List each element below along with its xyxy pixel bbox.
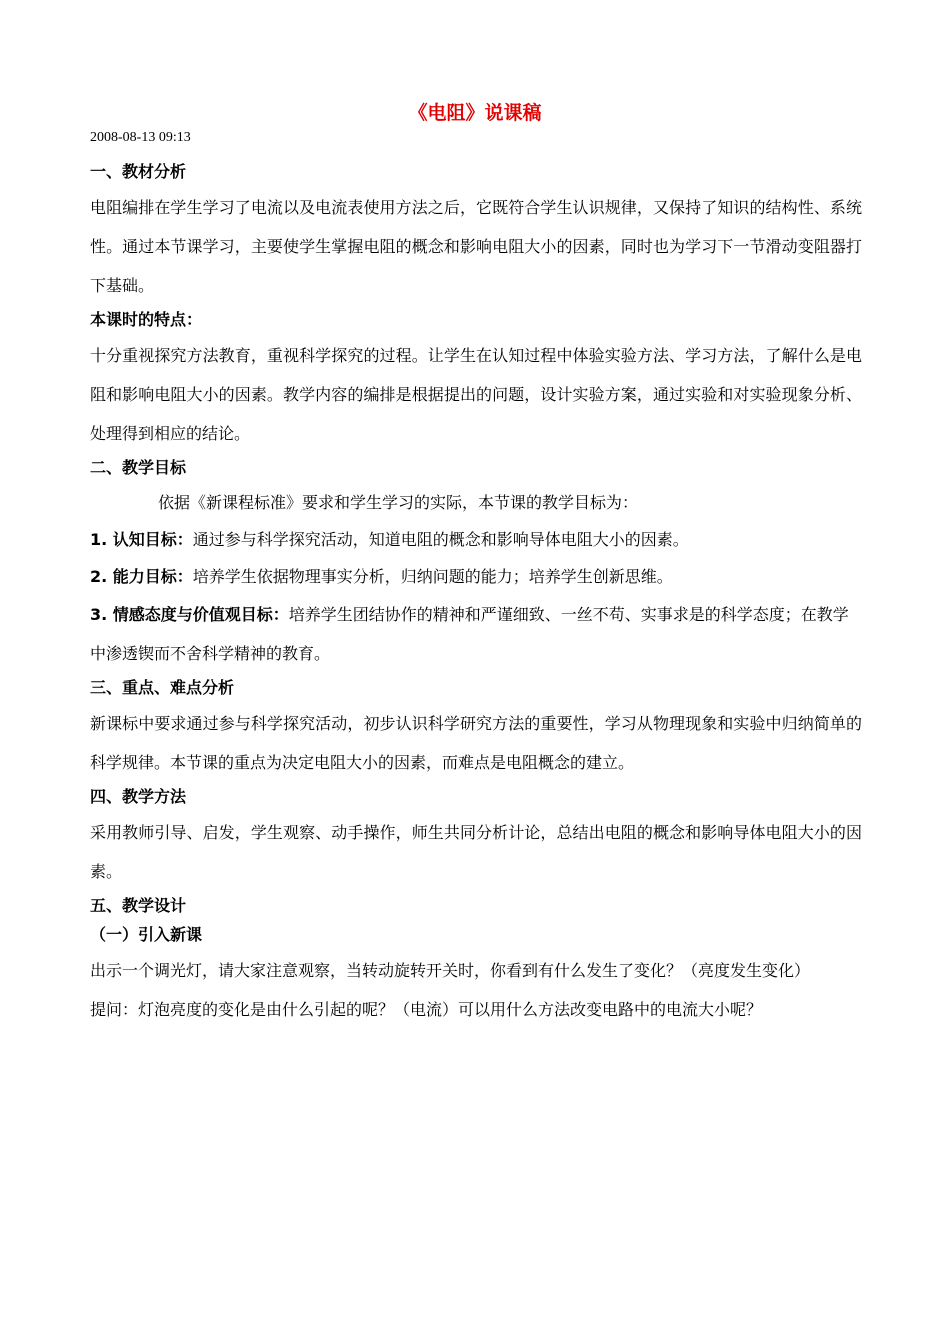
paragraph-intro-2: 提问：灯泡亮度的变化是由什么引起的呢？（电流）可以用什么方法改变电路中的电流大小呢？ <box>90 1000 763 1019</box>
goal-1-text: 通过参与科学探究活动，知道电阻的概念和影响导体电阻大小的因素。 <box>192 530 689 549</box>
paragraph-intro-1: 出示一个调光灯，请大家注意观察，当转动旋转开关时，你看到有什么发生了变化？（亮度发生变化） <box>90 961 811 980</box>
goal-3-text: 培养学生团结协作的精神和严谨细致、一丝不苟、实事求是的科学态度；在教学中渗透锲而不舍科学精神的教育。 <box>90 605 849 663</box>
subsection-heading-intro: （一）引入新课 <box>90 925 203 944</box>
goal-1-label: 1. 认知目标： <box>90 530 193 549</box>
section-heading-3: 三、重点、难点分析 <box>90 678 235 697</box>
goal-2-text: 培养学生依据物理事实分析，归纳问题的能力；培养学生创新思维。 <box>192 567 673 586</box>
goal-2-label: 2. 能力目标： <box>90 567 193 586</box>
goal-3-label: 3. 情感态度与价值观目标： <box>90 605 289 624</box>
section-heading-5: 五、教学设计 <box>90 896 187 915</box>
page-title: 《电阻》说课稿 <box>408 102 542 124</box>
timestamp: 2008-08-13 09:13 <box>90 130 191 145</box>
goal-item-1 <box>90 521 862 558</box>
document-body <box>90 157 862 1029</box>
section-heading-4: 四、教学方法 <box>90 787 187 806</box>
goal-item-3 <box>90 595 862 673</box>
paragraph-material-analysis: 电阻编排在学生学习了电流以及电流表使用方法之后，它既符合学生认识规律，又保持了知识的结构性、系统性。通过本节课学习，主要使学生掌握电阻的概念和影响电阻大小的因素，同时也为学习下一节滑动变阻器打下基础。 <box>90 198 862 295</box>
section-heading-1: 一、教材分析 <box>90 162 187 181</box>
goals-intro: 依据《新课程标准》要求和学生学习的实际，本节课的教学目标为： <box>158 493 639 512</box>
section-heading-2: 二、教学目标 <box>90 458 187 477</box>
goal-item-2 <box>90 558 862 595</box>
feature-heading: 本课时的特点： <box>90 310 203 329</box>
paragraph-features: 十分重视探究方法教育，重视科学探究的过程。让学生在认知过程中体验实验方法、学习方法，了解什么是电阻和影响电阻大小的因素。教学内容的编排是根据提出的问题，设计实验方案，通过实验和对实验现象分析、处理得到相应的结论。 <box>90 346 862 443</box>
paragraph-key-points: 新课标中要求通过参与科学探究活动，初步认识科学研究方法的重要性，学习从物理现象和实验中归纳简单的科学规律。本节课的重点为决定电阻大小的因素，而难点是电阻概念的建立。 <box>90 714 862 772</box>
paragraph-methods: 采用教师引导、启发，学生观察、动手操作，师生共同分析计论，总结出电阻的概念和影响导体电阻大小的因素。 <box>90 823 862 881</box>
